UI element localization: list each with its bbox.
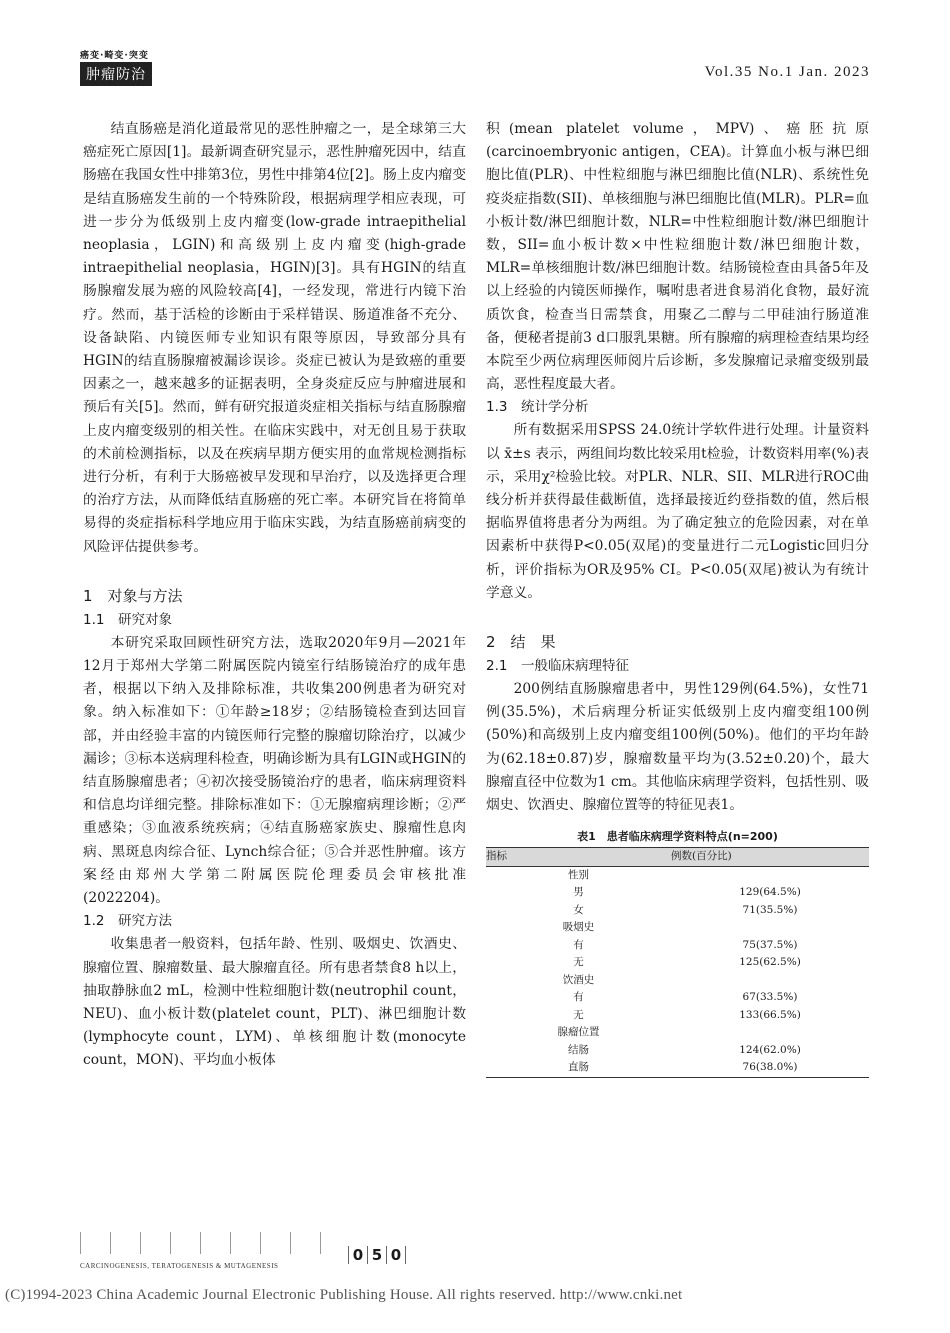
- table-row: 结肠 124(62.0%): [568, 1043, 801, 1056]
- journal-logo-subtitle: 癌变·畸变·突变: [80, 51, 149, 61]
- section-heading-1-1: 1.1 研究对象: [83, 611, 172, 628]
- table-row: 女 71(35.5%): [573, 903, 798, 916]
- table-row: 腺瘤位置: [557, 1026, 600, 1039]
- clinical-table: [486, 847, 869, 1078]
- paragraph-1-3: 所有数据采用SPSS 24.0统计学软件进行处理。计量资料以 x̄±s 表示，两组间均数比较采用t检验，计数资料用率(%)表示，采用χ²检验比较。对PLR、NLR、SII、MLR进行ROC曲线分析并获得最佳截断值，选择最接近约登指数的值，然后根据临界值将患者分为两组。为了确定独立的危险因素，对在单因素析中获得P<0.05(双尾)的变量进行二元Logistic回归分析，评价指标为OR及95% CI。P<0.05(双尾)被认为有统计学意义。: [486, 422, 869, 601]
- table-header-indicator: 指标: [486, 848, 671, 867]
- table-row: 无 133(66.5%): [573, 1008, 801, 1021]
- table-row: 有 75(37.5%): [573, 938, 798, 951]
- paragraph-2-1: 200例结直肠腺瘤患者中，男性129例(64.5%)，女性71例(35.5%)，术后病理分析证实低级别上皮内瘤变组100例(50%)和高级别上皮内瘤变组100例(50%)。他们的平均年龄为(62.18±0.87)岁，腺瘤数量平均为(3.52±0.20)个，最大腺瘤直径中位数为1 cm。其他临床病理学资料，包括性别、吸烟史、饮酒史、腺瘤位置等的特征见表1。: [486, 681, 869, 814]
- left-column: [83, 118, 466, 1073]
- table-caption: 表1 患者临床病理学资料特点(n=200): [577, 830, 778, 844]
- section-heading-1-3: 1.3 统计学分析: [486, 399, 589, 416]
- page-digit: 0: [386, 1246, 406, 1264]
- page-footer: [80, 1232, 880, 1292]
- journal-name: CARCINOGENESIS, TERATOGENESIS & MUTAGENESIS: [80, 1262, 279, 1270]
- table-row: 无 125(62.5%): [573, 956, 801, 969]
- table-row: 男 129(64.5%): [573, 886, 801, 899]
- volume-info: Vol.35 No.1 Jan. 2023: [704, 64, 870, 80]
- page-digit: 0: [348, 1246, 367, 1264]
- paragraph-1-2: 收集患者一般资料，包括年龄、性别、吸烟史、饮酒史、腺瘤位置、腺瘤数量、最大腺瘤直径。所有患者禁食8 h以上，抽取静脉血2 mL，检测中性粒细胞计数(neutrophil count，NEU)、血小板计数(platelet count，PLT)、淋巴细胞计数(lymphocyte count，LYM)、单核细胞计数(monocyte count，MON)、平均血小板体: [83, 936, 466, 1069]
- table-row: 性别: [568, 868, 589, 881]
- table-row: 吸烟史: [562, 921, 595, 934]
- page-digit: 5: [367, 1246, 386, 1264]
- paragraph-1-1: 本研究采取回顾性研究方法，选取2020年9月—2021年12月于郑州大学第二附属医院内镜室行结肠镜治疗的成年患者，根据以下纳入及排除标准，共收集200例患者为研究对象。纳入标准如下：①年龄≥18岁；②结肠镜检查到达回盲部，并由经验丰富的内镜医师行完整的腺瘤切除治疗，以减少漏诊；③标本送病理科检查，明确诊断为具有LGIN或HGIN的结直肠腺瘤患者；④初次接受肠镜治疗的患者，临床病理资料和信息均详细完整。排除标准如下：①无腺瘤病理诊断；②严重感染；③血液系统疾病；④结直肠癌家族史、腺瘤性息肉病、黑斑息肉综合征、Lynch综合征；⑤合并恶性肿瘤。该方案经由郑州大学第二附属医院伦理委员会审核批准(2022204)。: [83, 634, 466, 907]
- right-column: [486, 118, 869, 1078]
- table-header-count: 例数(百分比): [671, 848, 869, 867]
- section-heading-2-1: 2.1 一般临床病理特征: [486, 658, 629, 675]
- section-heading-2: 2 结 果: [486, 633, 556, 652]
- table-row: 直肠 76(38.0%): [486, 1059, 869, 1077]
- page-header: [80, 48, 870, 88]
- paragraph-1-2-continued: 积(mean platelet volume，MPV)、癌胚抗原(carcinoembryonic antigen，CEA)。计算血小板与淋巴细胞比值(PLR)、中性粒细胞与淋巴细胞比值(NLR)、系统性免疫炎症指数(SII)、单核细胞与淋巴细胞比值(MLR)。PLR=血小板计数/淋巴细胞计数，NLR=中性粒细胞计数/淋巴细胞计数，SII=血小板计数×中性粒细胞计数/淋巴细胞计数，MLR=单核细胞计数/淋巴细胞计数。结肠镜检查由具备5年及以上经验的内镜医师操作，嘱咐患者进食易消化食物，最好流质饮食，检查当日需禁食，用聚乙二醇与二甲硅油行肠道准备，便秘者提前3 d口服乳果糖。所有腺瘤的病理检查结果均经本院至少两位病理医师阅片后诊断，多发腺瘤记录瘤变级别最高，恶性程度最大者。: [486, 121, 869, 393]
- section-heading-1: 1 对象与方法: [83, 586, 183, 605]
- table-row: 有 67(33.5%): [573, 991, 798, 1004]
- page-number: [348, 1246, 406, 1264]
- table-row: 饮酒史: [562, 973, 595, 986]
- intro-paragraph: 结直肠癌是消化道最常见的恶性肿瘤之一，是全球第三大癌症死亡原因[1]。最新调查研究显示，恶性肿瘤死因中，结直肠癌在我国女性中排第3位，男性中排第4位[2]。肠上皮内瘤变是结直肠癌发生前的一个特殊阶段，根据病理学相应表现，可进一步分为低级别上皮内瘤变(low-grade intraepithelial neoplasia，LGIN)和高级别上皮内瘤变(high-grade intraepithelial neoplasia，HGIN)[3]。具有HGIN的结直肠腺瘤发展为癌的风险较高[4]，一经发现，常进行内镜下治疗。然而，基于活检的诊断由于采样错误、肠道准备不充分、设备缺陷、内镜医师专业知识有限等原因，导致部分具有HGIN的结直肠腺瘤被漏诊误诊。炎症已被认为是致癌的重要因素之一，越来越多的证据表明，全身炎症反应与肿瘤进展和预后有关[5]。然而，鲜有研究报道炎症相关指标与结直肠腺瘤上皮内瘤变级别的相关性。在临床实践中，对无创且易于获取的术前检测指标，以及在疾病早期方便实用的血常规检测指标进行分析，有利于大肠癌被早发现和早治疗，以及选择更合理的治疗方法，从而降低结直肠癌的死亡率。本研究旨在将简单易得的炎症指标科学地应用于临床实践，为结直肠癌前病变的风险评估提供参考。: [83, 121, 466, 555]
- journal-logo: 肿瘤防治: [80, 62, 152, 86]
- section-heading-1-2: 1.2 研究方法: [83, 913, 172, 930]
- copyright-notice: (C)1994-2023 China Academic Journal Electronic Publishing House. All rights reserved. http://www.cnki.net: [5, 1287, 683, 1303]
